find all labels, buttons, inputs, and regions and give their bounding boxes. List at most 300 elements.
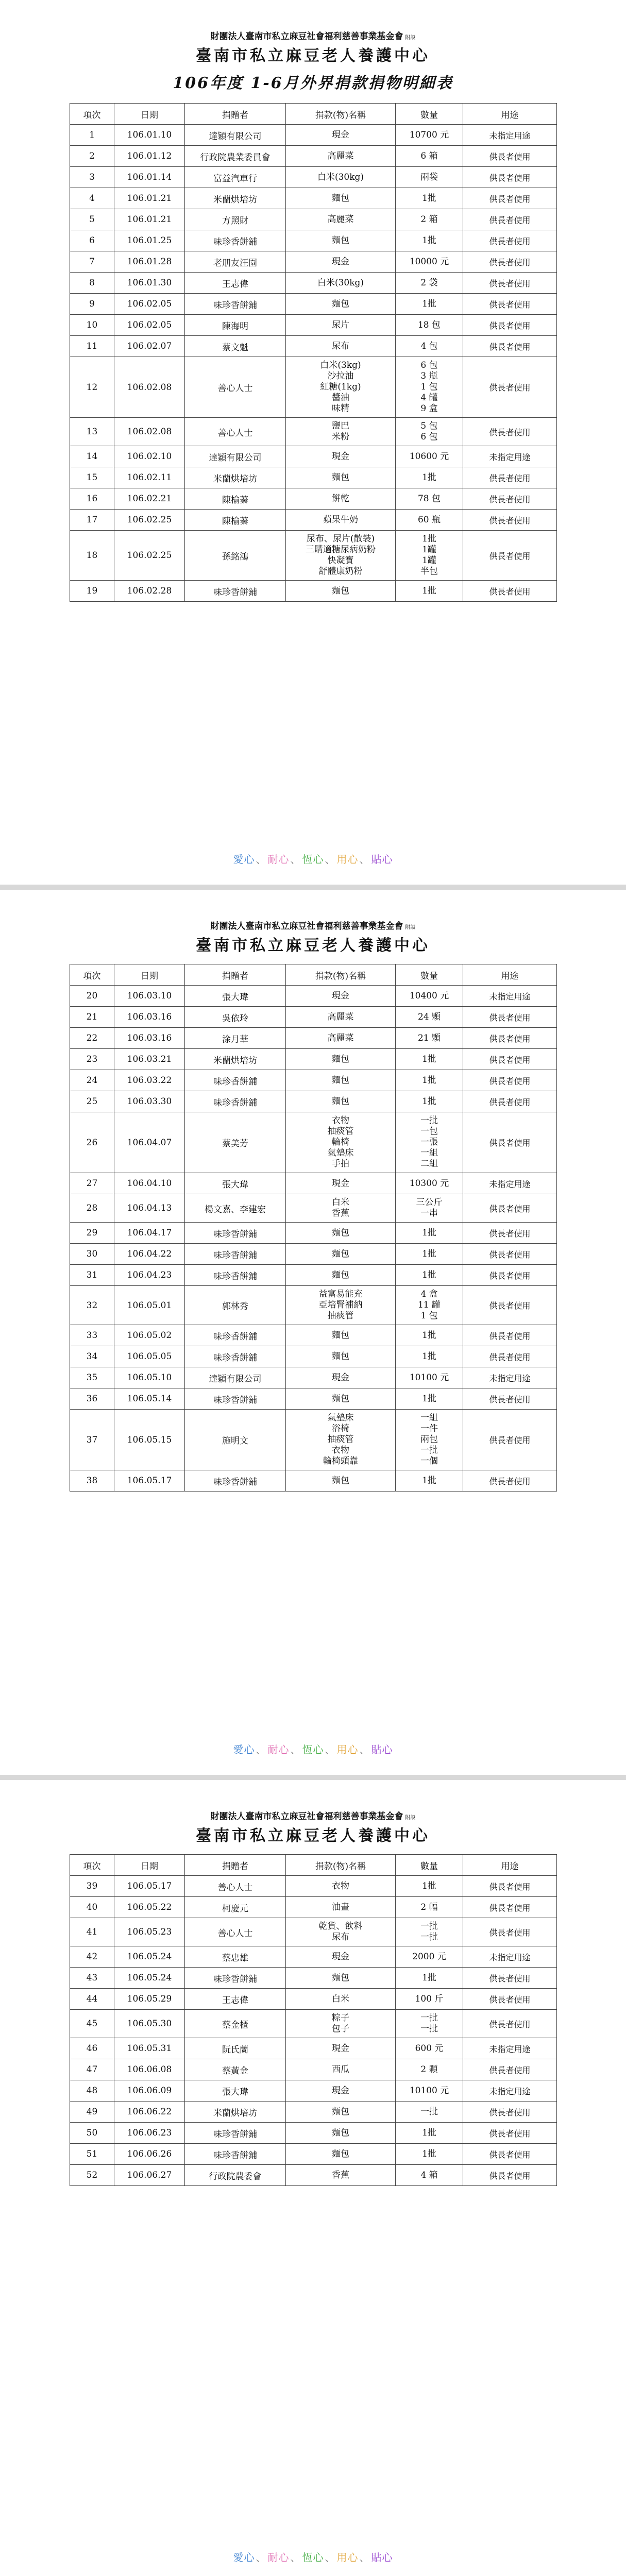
donation-items xyxy=(286,315,396,336)
donation-quantity-line: 1罐 xyxy=(422,555,436,566)
org-name: 財團法人臺南市私立麻豆社會福利慈善事業基金會 附設 xyxy=(210,31,416,42)
donation-use: 供長者使用 xyxy=(463,1876,557,1897)
donation-quantity-line: 1批 xyxy=(422,1972,436,1983)
donation-items xyxy=(286,125,396,146)
donation-date: 106.05.10 xyxy=(114,1367,185,1388)
table-row xyxy=(70,336,557,357)
donation-date: 106.01.21 xyxy=(114,209,185,230)
donation-quantity xyxy=(396,2038,463,2059)
donation-date: 106.02.05 xyxy=(114,294,185,315)
donation-date: 106.06.09 xyxy=(114,2080,185,2102)
donation-quantity-line: 一組 xyxy=(420,1148,438,1158)
donation-date: 106.02.25 xyxy=(114,531,185,581)
item-number: 13 xyxy=(70,418,114,446)
donation-items xyxy=(286,1194,396,1223)
donor-name: 善心人士 xyxy=(185,1918,286,1946)
donation-date: 106.02.08 xyxy=(114,418,185,446)
column-header: 捐款(物)名稱 xyxy=(286,964,396,986)
donation-items-line: 白米(30kg) xyxy=(317,277,364,288)
column-header: 捐贈者 xyxy=(185,964,286,986)
item-number: 48 xyxy=(70,2080,114,2102)
item-number: 30 xyxy=(70,1244,114,1265)
donation-quantity-line: 1批 xyxy=(422,2148,436,2159)
motto-word: 愛心 xyxy=(233,2551,255,2564)
table-header xyxy=(70,1855,557,1876)
donation-quantity xyxy=(396,1918,463,1946)
donor-name: 張大瑋 xyxy=(185,2080,286,2102)
motto-word: 用心 xyxy=(336,1743,359,1756)
donation-quantity xyxy=(396,2165,463,2186)
table-row xyxy=(70,1897,557,1918)
item-number: 46 xyxy=(70,2038,114,2059)
table-row xyxy=(70,1946,557,1968)
donation-items-line: 亞培腎補納 xyxy=(318,1300,363,1310)
donation-quantity-line: 一批 xyxy=(420,1445,438,1455)
donation-items-line: 現金 xyxy=(332,129,349,140)
donation-items xyxy=(286,167,396,188)
donor-name: 陳榆蓁 xyxy=(185,510,286,531)
donation-quantity-line: 10100 元 xyxy=(409,2085,449,2096)
donor-name: 達穎有限公司 xyxy=(185,1367,286,1388)
donor-name: 味珍香餅鋪 xyxy=(185,1070,286,1091)
donation-quantity xyxy=(396,510,463,531)
donor-name: 蔡金櫃 xyxy=(185,2010,286,2038)
donation-table xyxy=(70,1854,557,2186)
donation-date: 106.05.15 xyxy=(114,1410,185,1470)
donation-date: 106.01.21 xyxy=(114,188,185,209)
donation-use: 供長者使用 xyxy=(463,209,557,230)
donation-date: 106.06.26 xyxy=(114,2144,185,2165)
motto-word: 恆心 xyxy=(302,2551,324,2564)
motto-separator: 、 xyxy=(325,2551,336,2564)
donation-date: 106.03.16 xyxy=(114,1007,185,1028)
donation-use: 未指定用途 xyxy=(463,986,557,1007)
donor-name: 蔡黃金 xyxy=(185,2059,286,2080)
donation-items xyxy=(286,2165,396,2186)
item-number: 1 xyxy=(70,125,114,146)
donation-date: 106.03.30 xyxy=(114,1091,185,1112)
donation-items-line: 衣物 xyxy=(332,1445,349,1455)
item-number: 31 xyxy=(70,1265,114,1286)
table-row xyxy=(70,1968,557,1989)
table-row xyxy=(70,273,557,294)
donor-name: 味珍香餅鋪 xyxy=(185,1265,286,1286)
donation-quantity xyxy=(396,1265,463,1286)
donation-items-line: 白米 xyxy=(332,1197,349,1208)
donor-name: 味珍香餅鋪 xyxy=(185,1346,286,1367)
donation-date: 106.05.01 xyxy=(114,1286,185,1325)
donation-quantity-line: 2 箱 xyxy=(420,214,438,225)
donation-quantity xyxy=(396,209,463,230)
donor-name: 米蘭烘培坊 xyxy=(185,2102,286,2123)
donor-name: 善心人士 xyxy=(185,418,286,446)
donation-quantity-line: 二組 xyxy=(420,1159,438,1169)
donation-date: 106.02.05 xyxy=(114,315,185,336)
donation-items-line: 包子 xyxy=(332,2024,349,2034)
donation-quantity xyxy=(396,1112,463,1173)
donation-quantity xyxy=(396,125,463,146)
donation-use: 供長者使用 xyxy=(463,1325,557,1346)
donation-use: 供長者使用 xyxy=(463,2165,557,2186)
donation-date: 106.05.17 xyxy=(114,1470,185,1492)
motto-word: 貼心 xyxy=(371,1743,393,1756)
donation-use: 供長者使用 xyxy=(463,1897,557,1918)
page-3 xyxy=(0,1780,626,2576)
donation-quantity xyxy=(396,1410,463,1470)
table-row xyxy=(70,1346,557,1367)
table-row xyxy=(70,1173,557,1194)
donor-name: 味珍香餅鋪 xyxy=(185,230,286,251)
table-row xyxy=(70,251,557,273)
table-row xyxy=(70,510,557,531)
table-row xyxy=(70,1265,557,1286)
donation-items-line: 沙拉油 xyxy=(327,371,354,381)
donor-name: 孫銘鴻 xyxy=(185,531,286,581)
donation-quantity-line: 1批 xyxy=(422,1054,436,1064)
item-number: 50 xyxy=(70,2123,114,2144)
item-number: 36 xyxy=(70,1388,114,1410)
donation-use: 供長者使用 xyxy=(463,2144,557,2165)
donation-quantity xyxy=(396,1173,463,1194)
donation-quantity-line: 21 顆 xyxy=(417,1032,441,1043)
donation-quantity xyxy=(396,357,463,418)
donor-name: 米蘭烘培坊 xyxy=(185,188,286,209)
item-number: 23 xyxy=(70,1049,114,1070)
donation-use: 供長者使用 xyxy=(463,1028,557,1049)
donation-items-line: 麵包 xyxy=(332,298,349,309)
donation-items xyxy=(286,1897,396,1918)
donation-quantity-line: 1批 xyxy=(422,2127,436,2138)
donation-quantity xyxy=(396,2123,463,2144)
donation-quantity xyxy=(396,446,463,467)
donation-date: 106.01.14 xyxy=(114,167,185,188)
donation-date: 106.05.24 xyxy=(114,1968,185,1989)
donation-use: 供長者使用 xyxy=(463,1194,557,1223)
donation-items xyxy=(286,1223,396,1244)
donation-use: 供長者使用 xyxy=(463,315,557,336)
donation-quantity-line: 4 罐 xyxy=(420,393,438,403)
column-header: 捐贈者 xyxy=(185,104,286,125)
table-row xyxy=(70,2123,557,2144)
donation-quantity-line: 10100 元 xyxy=(409,1372,449,1383)
donation-use: 供長者使用 xyxy=(463,510,557,531)
donation-quantity xyxy=(396,336,463,357)
motto-word: 恆心 xyxy=(302,1743,324,1756)
donation-items xyxy=(286,1410,396,1470)
donation-items-line: 舒體康奶粉 xyxy=(318,566,363,577)
donation-items xyxy=(286,418,396,446)
donation-use: 供長者使用 xyxy=(463,1918,557,1946)
donation-use: 供長者使用 xyxy=(463,230,557,251)
donation-use: 供長者使用 xyxy=(463,146,557,167)
item-number: 20 xyxy=(70,986,114,1007)
table-row xyxy=(70,1091,557,1112)
donation-items-line: 衣物 xyxy=(332,1880,349,1891)
donation-items-line: 手拍 xyxy=(332,1159,349,1169)
donation-quantity-line: 5 包 xyxy=(420,421,438,431)
donation-quantity-line: 78 包 xyxy=(417,493,441,504)
donation-quantity-line: 兩包 xyxy=(420,1434,438,1445)
donation-quantity xyxy=(396,1470,463,1492)
motto-word: 愛心 xyxy=(233,1743,255,1756)
donation-use: 供長者使用 xyxy=(463,1070,557,1091)
donation-use: 供長者使用 xyxy=(463,1244,557,1265)
donation-items-line: 麵包 xyxy=(332,2106,349,2117)
donation-quantity-line: 1批 xyxy=(422,1351,436,1362)
donation-quantity xyxy=(396,1968,463,1989)
table-row xyxy=(70,1367,557,1388)
motto-separator: 、 xyxy=(359,2551,370,2564)
donation-items-line: 麵包 xyxy=(332,1351,349,1362)
donation-quantity-line: 10300 元 xyxy=(409,1178,449,1189)
item-number: 47 xyxy=(70,2059,114,2080)
column-header: 用途 xyxy=(463,104,557,125)
donation-items-line: 現金 xyxy=(332,1178,349,1189)
donation-use: 供長者使用 xyxy=(463,2102,557,2123)
column-header: 日期 xyxy=(114,104,185,125)
donation-use: 未指定用途 xyxy=(463,1946,557,1968)
donation-quantity xyxy=(396,2080,463,2102)
item-number: 26 xyxy=(70,1112,114,1173)
donation-quantity xyxy=(396,1286,463,1325)
item-number: 25 xyxy=(70,1091,114,1112)
donation-items xyxy=(286,1346,396,1367)
item-number: 10 xyxy=(70,315,114,336)
donor-name: 陳海明 xyxy=(185,315,286,336)
donation-quantity-line: 1 包 xyxy=(420,1311,438,1321)
column-header: 捐款(物)名稱 xyxy=(286,1855,396,1876)
donor-name: 蔡美芳 xyxy=(185,1112,286,1173)
item-number: 18 xyxy=(70,531,114,581)
donation-items xyxy=(286,986,396,1007)
donation-items-line: 尿布 xyxy=(332,1932,349,1942)
table-row xyxy=(70,230,557,251)
donation-use: 未指定用途 xyxy=(463,125,557,146)
table-row xyxy=(70,418,557,446)
table-row xyxy=(70,986,557,1007)
donation-use: 未指定用途 xyxy=(463,2080,557,2102)
donation-quantity xyxy=(396,1070,463,1091)
table-row xyxy=(70,167,557,188)
motto-separator: 、 xyxy=(325,1743,336,1756)
item-number: 27 xyxy=(70,1173,114,1194)
donation-quantity-line: 兩袋 xyxy=(420,172,438,182)
page-2 xyxy=(0,890,626,1775)
donation-quantity-line: 1批 xyxy=(422,298,436,309)
donation-date: 106.06.27 xyxy=(114,2165,185,2186)
donation-use: 供長者使用 xyxy=(463,1346,557,1367)
donation-items xyxy=(286,1918,396,1946)
table-row xyxy=(70,188,557,209)
table-row xyxy=(70,1244,557,1265)
donation-quantity xyxy=(396,418,463,446)
donation-date: 106.01.28 xyxy=(114,251,185,273)
donation-quantity xyxy=(396,167,463,188)
donation-date: 106.01.12 xyxy=(114,146,185,167)
donation-quantity xyxy=(396,146,463,167)
donation-use: 供長者使用 xyxy=(463,294,557,315)
table-row xyxy=(70,1325,557,1346)
donation-items-line: 高麗菜 xyxy=(327,1011,354,1022)
donation-use: 供長者使用 xyxy=(463,581,557,602)
donation-items-line: 抽痰管 xyxy=(327,1434,354,1445)
donor-name: 蔡忠雄 xyxy=(185,1946,286,1968)
item-number: 22 xyxy=(70,1028,114,1049)
donor-name: 張大瑋 xyxy=(185,986,286,1007)
donor-name: 方照財 xyxy=(185,209,286,230)
donation-items xyxy=(286,1286,396,1325)
donation-items-line: 尿布 xyxy=(332,341,349,351)
donation-items xyxy=(286,357,396,418)
donation-use: 供長者使用 xyxy=(463,467,557,488)
donor-name: 行政院農委會 xyxy=(185,2165,286,2186)
donation-use: 供長者使用 xyxy=(463,357,557,418)
donation-items xyxy=(286,2038,396,2059)
donation-items xyxy=(286,446,396,467)
donor-name: 王志偉 xyxy=(185,273,286,294)
donation-quantity-line: 18 包 xyxy=(417,319,441,330)
donation-items-line: 衣物 xyxy=(332,1115,349,1126)
donor-name: 味珍香餅鋪 xyxy=(185,1968,286,1989)
table-row xyxy=(70,1470,557,1492)
item-number: 9 xyxy=(70,294,114,315)
item-number: 52 xyxy=(70,2165,114,2186)
donation-items xyxy=(286,1876,396,1897)
column-header: 日期 xyxy=(114,964,185,986)
donation-date: 106.06.23 xyxy=(114,2123,185,2144)
item-number: 34 xyxy=(70,1346,114,1367)
donation-items-line: 味精 xyxy=(332,403,349,414)
donation-use: 供長者使用 xyxy=(463,1112,557,1173)
donor-name: 味珍香餅鋪 xyxy=(185,2123,286,2144)
donation-use: 未指定用途 xyxy=(463,1173,557,1194)
donor-name: 阮氏蘭 xyxy=(185,2038,286,2059)
donor-name: 陳榆蓁 xyxy=(185,488,286,510)
column-header: 數量 xyxy=(396,964,463,986)
donation-items xyxy=(286,1325,396,1346)
donation-quantity xyxy=(396,1194,463,1223)
motto-word: 愛心 xyxy=(233,853,255,866)
donation-date: 106.04.10 xyxy=(114,1173,185,1194)
donation-items-line: 紅糖(1kg) xyxy=(320,382,361,392)
donation-items xyxy=(286,531,396,581)
motto-word: 用心 xyxy=(336,853,359,866)
donation-items-line: 現金 xyxy=(332,2085,349,2096)
donation-quantity-line: 一包 xyxy=(420,1126,438,1137)
donation-quantity-line: 4 盒 xyxy=(420,1289,438,1299)
donor-name: 味珍香餅鋪 xyxy=(185,581,286,602)
donor-name: 王志偉 xyxy=(185,1989,286,2010)
item-number: 45 xyxy=(70,2010,114,2038)
donation-use: 未指定用途 xyxy=(463,1367,557,1388)
donor-name: 味珍香餅鋪 xyxy=(185,1091,286,1112)
donation-quantity xyxy=(396,2144,463,2165)
donation-use: 供長者使用 xyxy=(463,488,557,510)
donation-quantity-line: 1批 xyxy=(422,1475,436,1486)
donation-quantity xyxy=(396,1946,463,1968)
table-row xyxy=(70,294,557,315)
donor-name: 善心人士 xyxy=(185,1876,286,1897)
donation-use: 供長者使用 xyxy=(463,2059,557,2080)
item-number: 4 xyxy=(70,188,114,209)
donation-date: 106.02.25 xyxy=(114,510,185,531)
donation-use: 供長者使用 xyxy=(463,1286,557,1325)
donation-quantity-line: 2 幅 xyxy=(420,1902,438,1912)
donation-quantity xyxy=(396,315,463,336)
org-name: 財團法人臺南市私立麻豆社會福利慈善事業基金會 附設 xyxy=(210,921,416,931)
donation-items xyxy=(286,1049,396,1070)
donation-use: 供長者使用 xyxy=(463,1388,557,1410)
motto-separator: 、 xyxy=(256,853,267,866)
item-number: 17 xyxy=(70,510,114,531)
donation-date: 106.02.08 xyxy=(114,357,185,418)
item-number: 19 xyxy=(70,581,114,602)
donor-name: 行政院農業委員會 xyxy=(185,146,286,167)
donation-items-line: 尿片 xyxy=(332,319,349,330)
item-number: 6 xyxy=(70,230,114,251)
donation-date: 106.03.10 xyxy=(114,986,185,1007)
donation-quantity-line: 100 斤 xyxy=(415,1993,444,2004)
donation-items-line: 麵包 xyxy=(332,1269,349,1280)
column-header: 日期 xyxy=(114,1855,185,1876)
donation-items xyxy=(286,2059,396,2080)
donation-items xyxy=(286,1007,396,1028)
donation-items-line: 麵包 xyxy=(332,1248,349,1259)
donation-quantity-line: 10400 元 xyxy=(409,990,449,1001)
donation-quantity-line: 一批 xyxy=(420,1932,438,1942)
donation-quantity xyxy=(396,581,463,602)
donation-quantity-line: 9 盒 xyxy=(420,403,438,414)
item-number: 43 xyxy=(70,1968,114,1989)
table-row xyxy=(70,2165,557,2186)
donor-name: 郭林秀 xyxy=(185,1286,286,1325)
donation-date: 106.04.07 xyxy=(114,1112,185,1173)
donor-name: 涂月華 xyxy=(185,1028,286,1049)
donation-items xyxy=(286,294,396,315)
motto-word: 用心 xyxy=(336,2551,359,2564)
donation-items xyxy=(286,2010,396,2038)
donation-items-line: 氣墊床 xyxy=(327,1148,354,1158)
item-number: 35 xyxy=(70,1367,114,1388)
donation-items-line: 麵包 xyxy=(332,1075,349,1086)
donation-quantity-line: 一批 xyxy=(420,1921,438,1931)
donation-quantity-line: 600 元 xyxy=(415,2043,444,2054)
table-row xyxy=(70,125,557,146)
donation-use: 供長者使用 xyxy=(463,251,557,273)
item-number: 44 xyxy=(70,1989,114,2010)
item-number: 41 xyxy=(70,1918,114,1946)
donation-use: 供長者使用 xyxy=(463,336,557,357)
table-row xyxy=(70,581,557,602)
motto-word: 貼心 xyxy=(371,2551,393,2564)
donation-quantity-line: 1 包 xyxy=(420,382,438,392)
donation-items xyxy=(286,1173,396,1194)
donation-items-line: 餅乾 xyxy=(332,493,349,504)
donation-items xyxy=(286,251,396,273)
donor-name: 味珍香餅鋪 xyxy=(185,1470,286,1492)
donation-table xyxy=(70,964,557,1492)
donation-quantity-line: 一批 xyxy=(420,2106,438,2117)
donation-quantity xyxy=(396,1028,463,1049)
donation-date: 106.05.14 xyxy=(114,1388,185,1410)
donation-date: 106.02.10 xyxy=(114,446,185,467)
donation-quantity-line: 三公斤 xyxy=(416,1197,443,1208)
table-row xyxy=(70,146,557,167)
table-row xyxy=(70,467,557,488)
donation-items xyxy=(286,488,396,510)
donation-items-line: 醬油 xyxy=(332,393,349,403)
donation-items-line: 麵包 xyxy=(332,193,349,204)
